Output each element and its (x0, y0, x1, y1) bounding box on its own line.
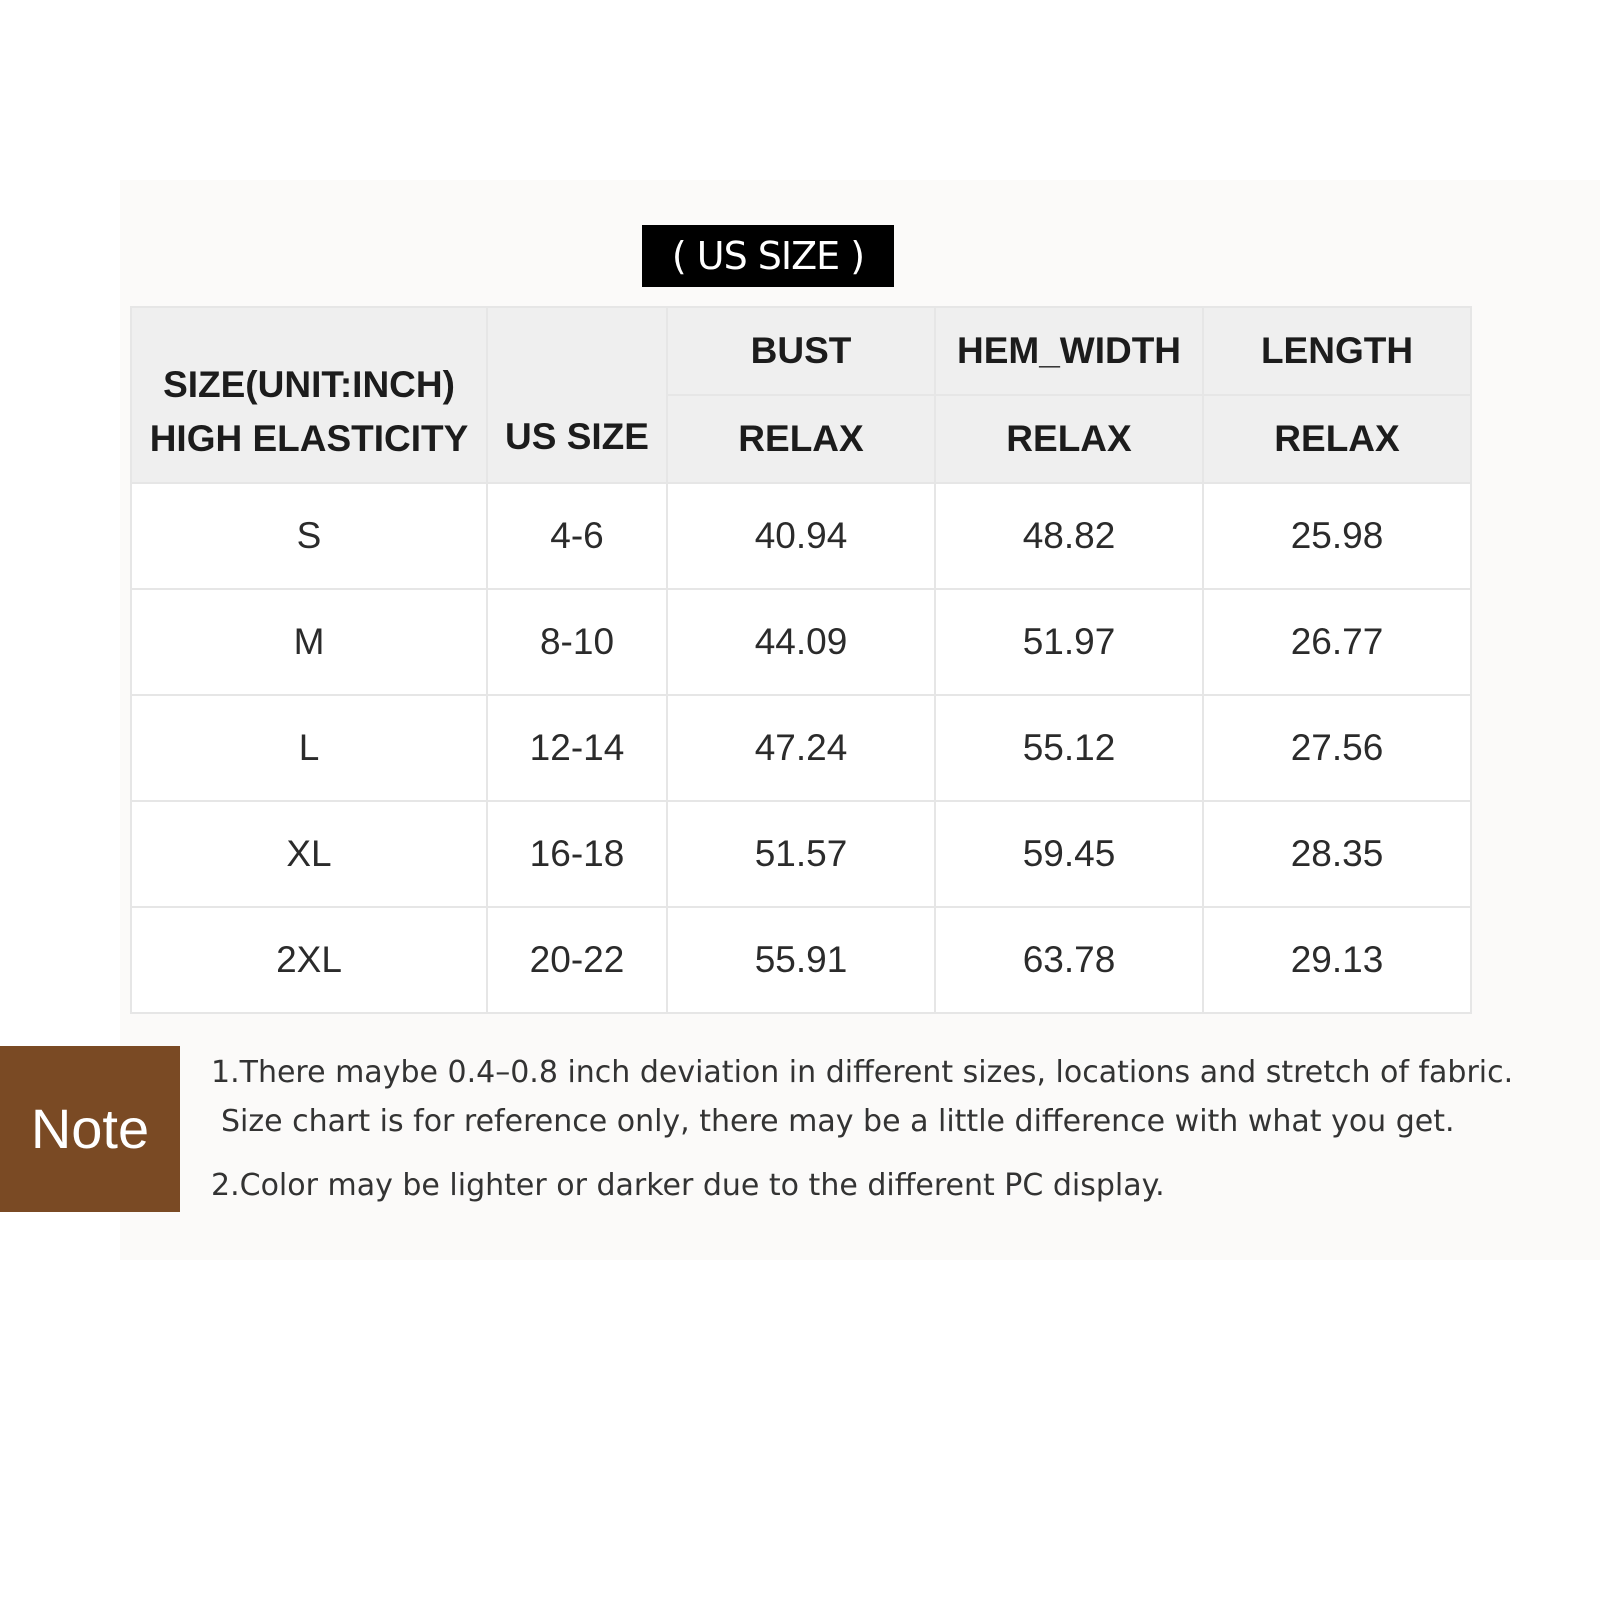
length-cell: 26.77 (1203, 589, 1471, 695)
table-row (131, 801, 1471, 907)
us-size-cell: 12-14 (487, 695, 667, 801)
title-banner: ( US SIZE ) (642, 225, 894, 287)
bust-cell: 40.94 (667, 483, 935, 589)
length-cell: 25.98 (1203, 483, 1471, 589)
table-row (131, 483, 1471, 589)
bust-cell: 47.24 (667, 695, 935, 801)
size-cell: L (131, 695, 487, 801)
size-cell: M (131, 589, 487, 695)
us-size-column-header (487, 307, 667, 483)
length-cell: 28.35 (1203, 801, 1471, 907)
hem-width-cell: 63.78 (935, 907, 1203, 1013)
hem-width-cell: 59.45 (935, 801, 1203, 907)
bust-cell: 55.91 (667, 907, 935, 1013)
hem-width-cell: 55.12 (935, 695, 1203, 801)
table-row (131, 907, 1471, 1013)
length-header: LENGTH (1203, 307, 1471, 395)
us-size-cell: 4-6 (487, 483, 667, 589)
size-column-header (131, 307, 487, 483)
size-cell: 2XL (131, 907, 487, 1013)
bust-relax-header: RELAX (667, 395, 935, 483)
bust-header: BUST (667, 307, 935, 395)
length-cell: 29.13 (1203, 907, 1471, 1013)
hem-width-cell: 51.97 (935, 589, 1203, 695)
length-relax-header: RELAX (1203, 395, 1471, 483)
hem-width-header: HEM_WIDTH (935, 307, 1203, 395)
note-label-box: Note (0, 1046, 180, 1212)
note-line-1-continued: Size chart is for reference only, there may be a little difference with what you get. (221, 1104, 1455, 1139)
note-line-1: 1.There maybe 0.4–0.8 inch deviation in different sizes, locations and stretch of fabric. (211, 1055, 1514, 1090)
size-unit-label: SIZE(UNIT:INCH) (163, 364, 455, 405)
us-size-cell: 16-18 (487, 801, 667, 907)
size-table (130, 306, 1472, 1014)
size-cell: XL (131, 801, 487, 907)
us-size-cell: 8-10 (487, 589, 667, 695)
hem-width-cell: 48.82 (935, 483, 1203, 589)
note-line-2: 2.Color may be lighter or darker due to the different PC display. (211, 1168, 1165, 1203)
table-row (131, 695, 1471, 801)
bust-cell: 51.57 (667, 801, 935, 907)
table-header-row (131, 307, 1471, 395)
high-elasticity-label: HIGH ELASTICITY (149, 418, 469, 459)
table-row (131, 589, 1471, 695)
hem-relax-header: RELAX (935, 395, 1203, 483)
size-cell: S (131, 483, 487, 589)
us-size-label: US SIZE (505, 416, 649, 457)
length-cell: 27.56 (1203, 695, 1471, 801)
us-size-cell: 20-22 (487, 907, 667, 1013)
bust-cell: 44.09 (667, 589, 935, 695)
